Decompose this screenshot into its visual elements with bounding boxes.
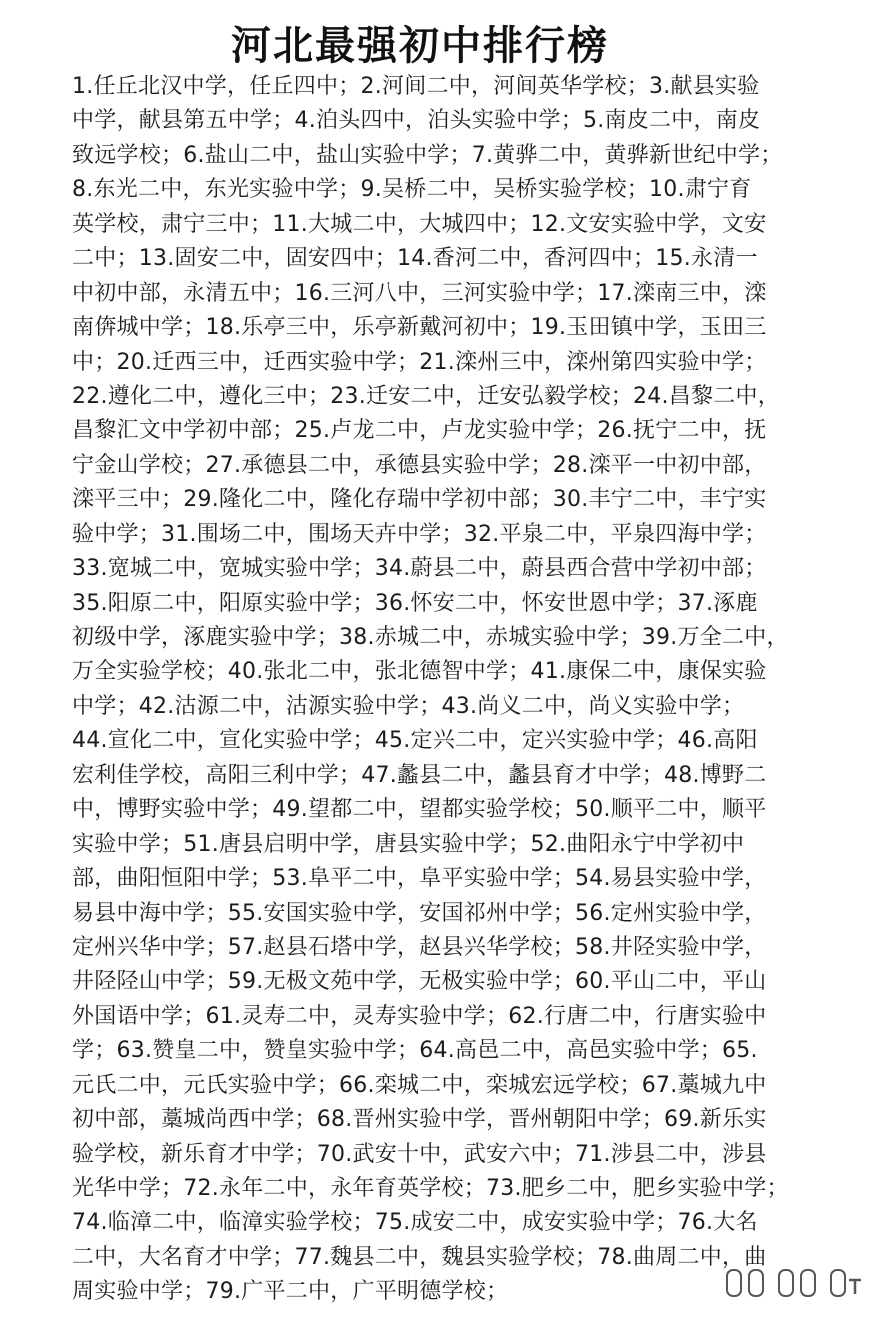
text-line: 22.遵化二中，遵化三中；23.迁安二中，迁安弘毅学校；24.昌黎二中，	[72, 383, 780, 409]
text-line: 宏利佳学校，高阳三利中学；47.蠡县二中，蠡县育才中学；48.博野二	[72, 762, 767, 788]
text-line: 二中；13.固安二中，固安四中；14.香河二中，香河四中；15.永清一	[72, 246, 758, 272]
text-line: 实验中学；51.唐县启明中学，唐县实验中学；52.曲阳永宁中学初中	[72, 831, 745, 857]
text-line: 元氏二中，元氏实验中学；66.栾城二中，栾城宏远学校；67.藁城九中	[72, 1072, 767, 1098]
ranking-text	[72, 70, 818, 1310]
text-line: 中初中部，永清五中；16.三河八中，三河实验中学；17.滦南三中，滦	[72, 280, 767, 306]
text-line: 中学，献县第五中学；4.泊头四中，泊头实验中学；5.南皮二中，南皮	[72, 108, 761, 134]
text-line: 光华中学；72.永年二中，永年育英学校；73.肥乡二中，肥乡实验中学；	[72, 1176, 789, 1201]
text-line: 验中学；31.围场二中，围场天卉中学；32.平泉二中，平泉四海中学；	[72, 521, 767, 547]
text-line: 74.临漳二中，临漳实验学校；75.成安二中，成安实验中学；76.大名	[72, 1210, 758, 1236]
text-line: 致远学校；6.盐山二中，盐山实验中学；7.黄骅二中，黄骅新世纪中学；	[72, 142, 783, 168]
text-line: 部，曲阳恒阳中学；53.阜平二中，阜平实验中学；54.易县实验中学，	[72, 866, 767, 892]
text-line: 初级中学，涿鹿实验中学；38.赤城二中，赤城实验中学；39.万全二中，	[72, 625, 789, 650]
text-line: 昌黎汇文中学初中部；25.卢龙二中，卢龙实验中学；26.抚宁二中，抚	[72, 418, 767, 444]
text-line: 中学；42.沽源二中，沽源实验中学；43.尚义二中，尚义实验中学；	[72, 693, 745, 719]
text-line: 中，博野实验中学；49.望都二中，望都实验学校；50.顺平二中，顺平	[72, 797, 767, 823]
text-line: 35.阳原二中，阳原实验中学；36.怀安二中，怀安世恩中学；37.涿鹿	[72, 590, 758, 616]
text-line: 外国语中学；61.灵寿二中，灵寿实验中学；62.行唐二中，行唐实验中	[72, 1003, 767, 1029]
text-line: 中；20.迁西三中，迁西实验中学；21.滦州三中，滦州第四实验中学；	[72, 349, 767, 375]
text-line: 易县中海中学；55.安国实验中学，安国祁州中学；56.定州实验中学，	[72, 900, 767, 926]
text-line: 英学校，肃宁三中；11.大城二中，大城四中；12.文安实验中学，文安	[72, 211, 767, 237]
text-line: 33.宽城二中，宽城实验中学；34.蔚县二中，蔚县西合营中学初中部；	[72, 556, 767, 582]
text-line: 宁金山学校；27.承德县二中，承德县实验中学；28.滦平一中初中部，	[72, 452, 767, 478]
text-line: 8.东光二中，东光实验中学；9.吴桥二中，吴桥实验学校；10.肃宁育	[72, 177, 752, 203]
text-line: 二中，大名育才中学；77.魏县二中，魏县实验学校；78.曲周二中，曲	[72, 1244, 767, 1270]
text-line: 万全实验学校；40.张北二中，张北德智中学；41.康保二中，康保实验	[72, 659, 767, 685]
text-line: 滦平三中；29.隆化二中，隆化存瑞中学初中部；30.丰宁二中，丰宁实	[72, 487, 767, 513]
text-line: 1.任丘北汉中学，任丘四中；2.河间二中，河间英华学校；3.献县实验	[72, 74, 760, 99]
text-line: 定州兴华中学；57.赵县石塔中学，赵县兴华学校；58.井陉实验中学，	[72, 934, 767, 960]
video-bars-watermark-icon	[725, 1266, 865, 1300]
text-line: 初中部，藁城尚西中学；68.晋州实验中学，晋州朝阳中学；69.新乐实	[72, 1107, 767, 1133]
text-line: 学；63.赞皇二中，赞皇实验中学；64.高邑二中，高邑实验中学；65.	[72, 1038, 758, 1064]
text-line: 验学校，新乐育才中学；70.武安十中，武安六中；71.涉县二中，涉县	[72, 1141, 767, 1167]
page-title: 河北最强初中排行榜	[231, 23, 609, 69]
text-line: 44.宣化二中，宣化实验中学；45.定兴二中，定兴实验中学；46.高阳	[72, 728, 758, 754]
text-line: 周实验中学；79.广平二中，广平明德学校；	[72, 1279, 509, 1305]
text-line: 井陉陉山中学；59.无极文苑中学，无极实验中学；60.平山二中，平山	[72, 969, 767, 995]
text-line: 南倴城中学；18.乐亭三中，乐亭新戴河初中；19.玉田镇中学，玉田三	[72, 315, 767, 341]
